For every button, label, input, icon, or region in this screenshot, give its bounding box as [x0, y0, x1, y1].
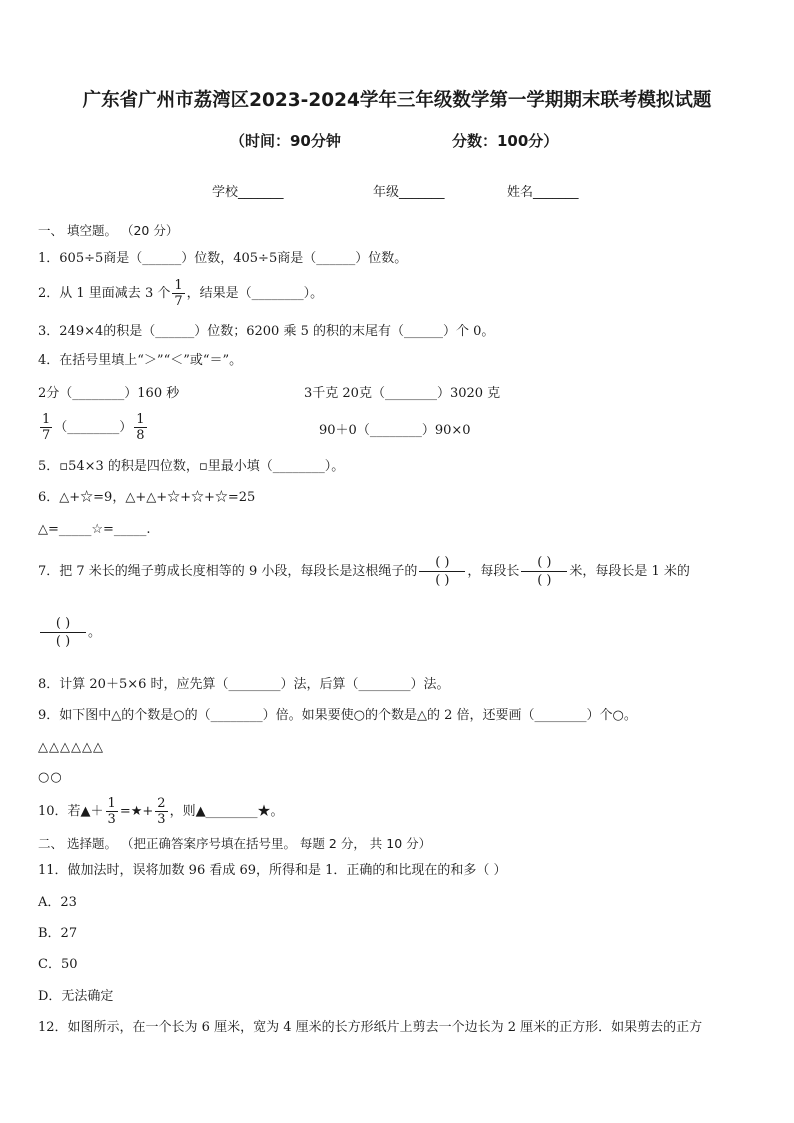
question-4: 4．在括号里填上“＞”“＜”或“＝”。 — [38, 353, 243, 368]
section-heading-choice: 二、 选择题。 （把正确答案序号填在括号里。 每题 2 分， 共 10 分） — [38, 836, 432, 851]
compare-blank: （________） — [54, 420, 133, 435]
exam-score: 分数：100分） — [452, 132, 559, 150]
question-2-text-pre: 2．从 1 里面减去 3 个 — [38, 286, 171, 301]
exam-time: （时间：90分钟 — [230, 132, 341, 150]
school-field: 学校_______ — [212, 185, 284, 200]
fraction: $\frac{1}{8}$ — [136, 412, 145, 443]
question-8: 8．计算 20＋5×6 时，应先算（________）法，后算（________）法。 — [38, 677, 450, 692]
question-4a: 2分（________）160 秒 — [38, 386, 180, 401]
question-4b: 3千克 20克（________）3020 克 — [304, 386, 501, 401]
option-a: A．23 — [38, 895, 77, 910]
triangle-row: △△△△△△ — [38, 740, 104, 755]
fraction: $\frac{1}{7}$ — [42, 412, 51, 443]
circle-row: ○○ — [38, 770, 63, 785]
question-10: 10．若▲＋ $\frac{1}{3}$ =★+ $\frac{2}{3}$ ，则▲________★。 — [38, 796, 284, 827]
fraction-blank: $\frac{( )}{( )}$ — [40, 615, 86, 650]
fraction-blank: $\frac{( )}{( )}$ — [521, 554, 567, 589]
fraction: $\frac{2}{3}$ — [157, 796, 166, 827]
option-d: D．无法确定 — [38, 989, 114, 1004]
question-5: 5．▫54×3 的积是四位数，▫里最小填（________）。 — [38, 459, 345, 474]
question-7: 7．把 7 米长的绳子剪成长度相等的 9 小段，每段长是这根绳子的 $\frac{( )}{( )}$ ，每段长 $\frac{( )}{( )}$ 米，每段长是 1 米的 — [38, 555, 690, 588]
question-6: 6．△+☆=9，△+△+☆+☆+☆=25 — [38, 490, 256, 505]
grade-field: 年级_______ — [373, 185, 445, 200]
question-2 — [38, 278, 323, 309]
page-title: 广东省广州市荔湾区2023-2024学年三年级数学第一学期期末联考模拟试题 — [82, 90, 712, 111]
question-4d: 90＋0（________）90×0 — [319, 423, 471, 438]
option-c: C．50 — [38, 957, 78, 972]
name-field: 姓名_______ — [507, 185, 579, 200]
question-2-text-post: ，结果是（________）。 — [186, 286, 324, 301]
question-3: 3．249×4的积是（______）位数；6200 乘 5 的积的末尾有（______）个 0。 — [38, 324, 495, 339]
question-7-end: $\frac{( )}{( )}$ 。 — [38, 615, 101, 650]
fraction-blank: $\frac{( )}{( )}$ — [419, 554, 465, 589]
fraction: $\frac{1}{7}$ — [174, 278, 183, 309]
question-6-answer: △=_____☆=_____. — [38, 522, 151, 537]
question-1: 1．605÷5商是（______）位数，405÷5商是（______）位数。 — [38, 251, 408, 266]
question-12: 12．如图所示，在一个长为 6 厘米，宽为 4 厘米的长方形纸片上剪去一个边长为 2 厘米的正方形．如果剪去的正方 — [38, 1020, 703, 1035]
option-b: B．27 — [38, 926, 78, 941]
question-4c — [38, 412, 149, 443]
section-heading-fill-blank: 一、 填空题。 （20 分） — [38, 223, 179, 238]
question-11: 11．做加法时，误将加数 96 看成 69，所得和是 1．正确的和比现在的和多（ ） — [38, 863, 507, 878]
fraction: $\frac{1}{3}$ — [107, 796, 116, 827]
question-9: 9．如下图中△的个数是○的（________）倍。如果要使○的个数是△的 2 倍，还要画（________）个○。 — [38, 708, 637, 723]
